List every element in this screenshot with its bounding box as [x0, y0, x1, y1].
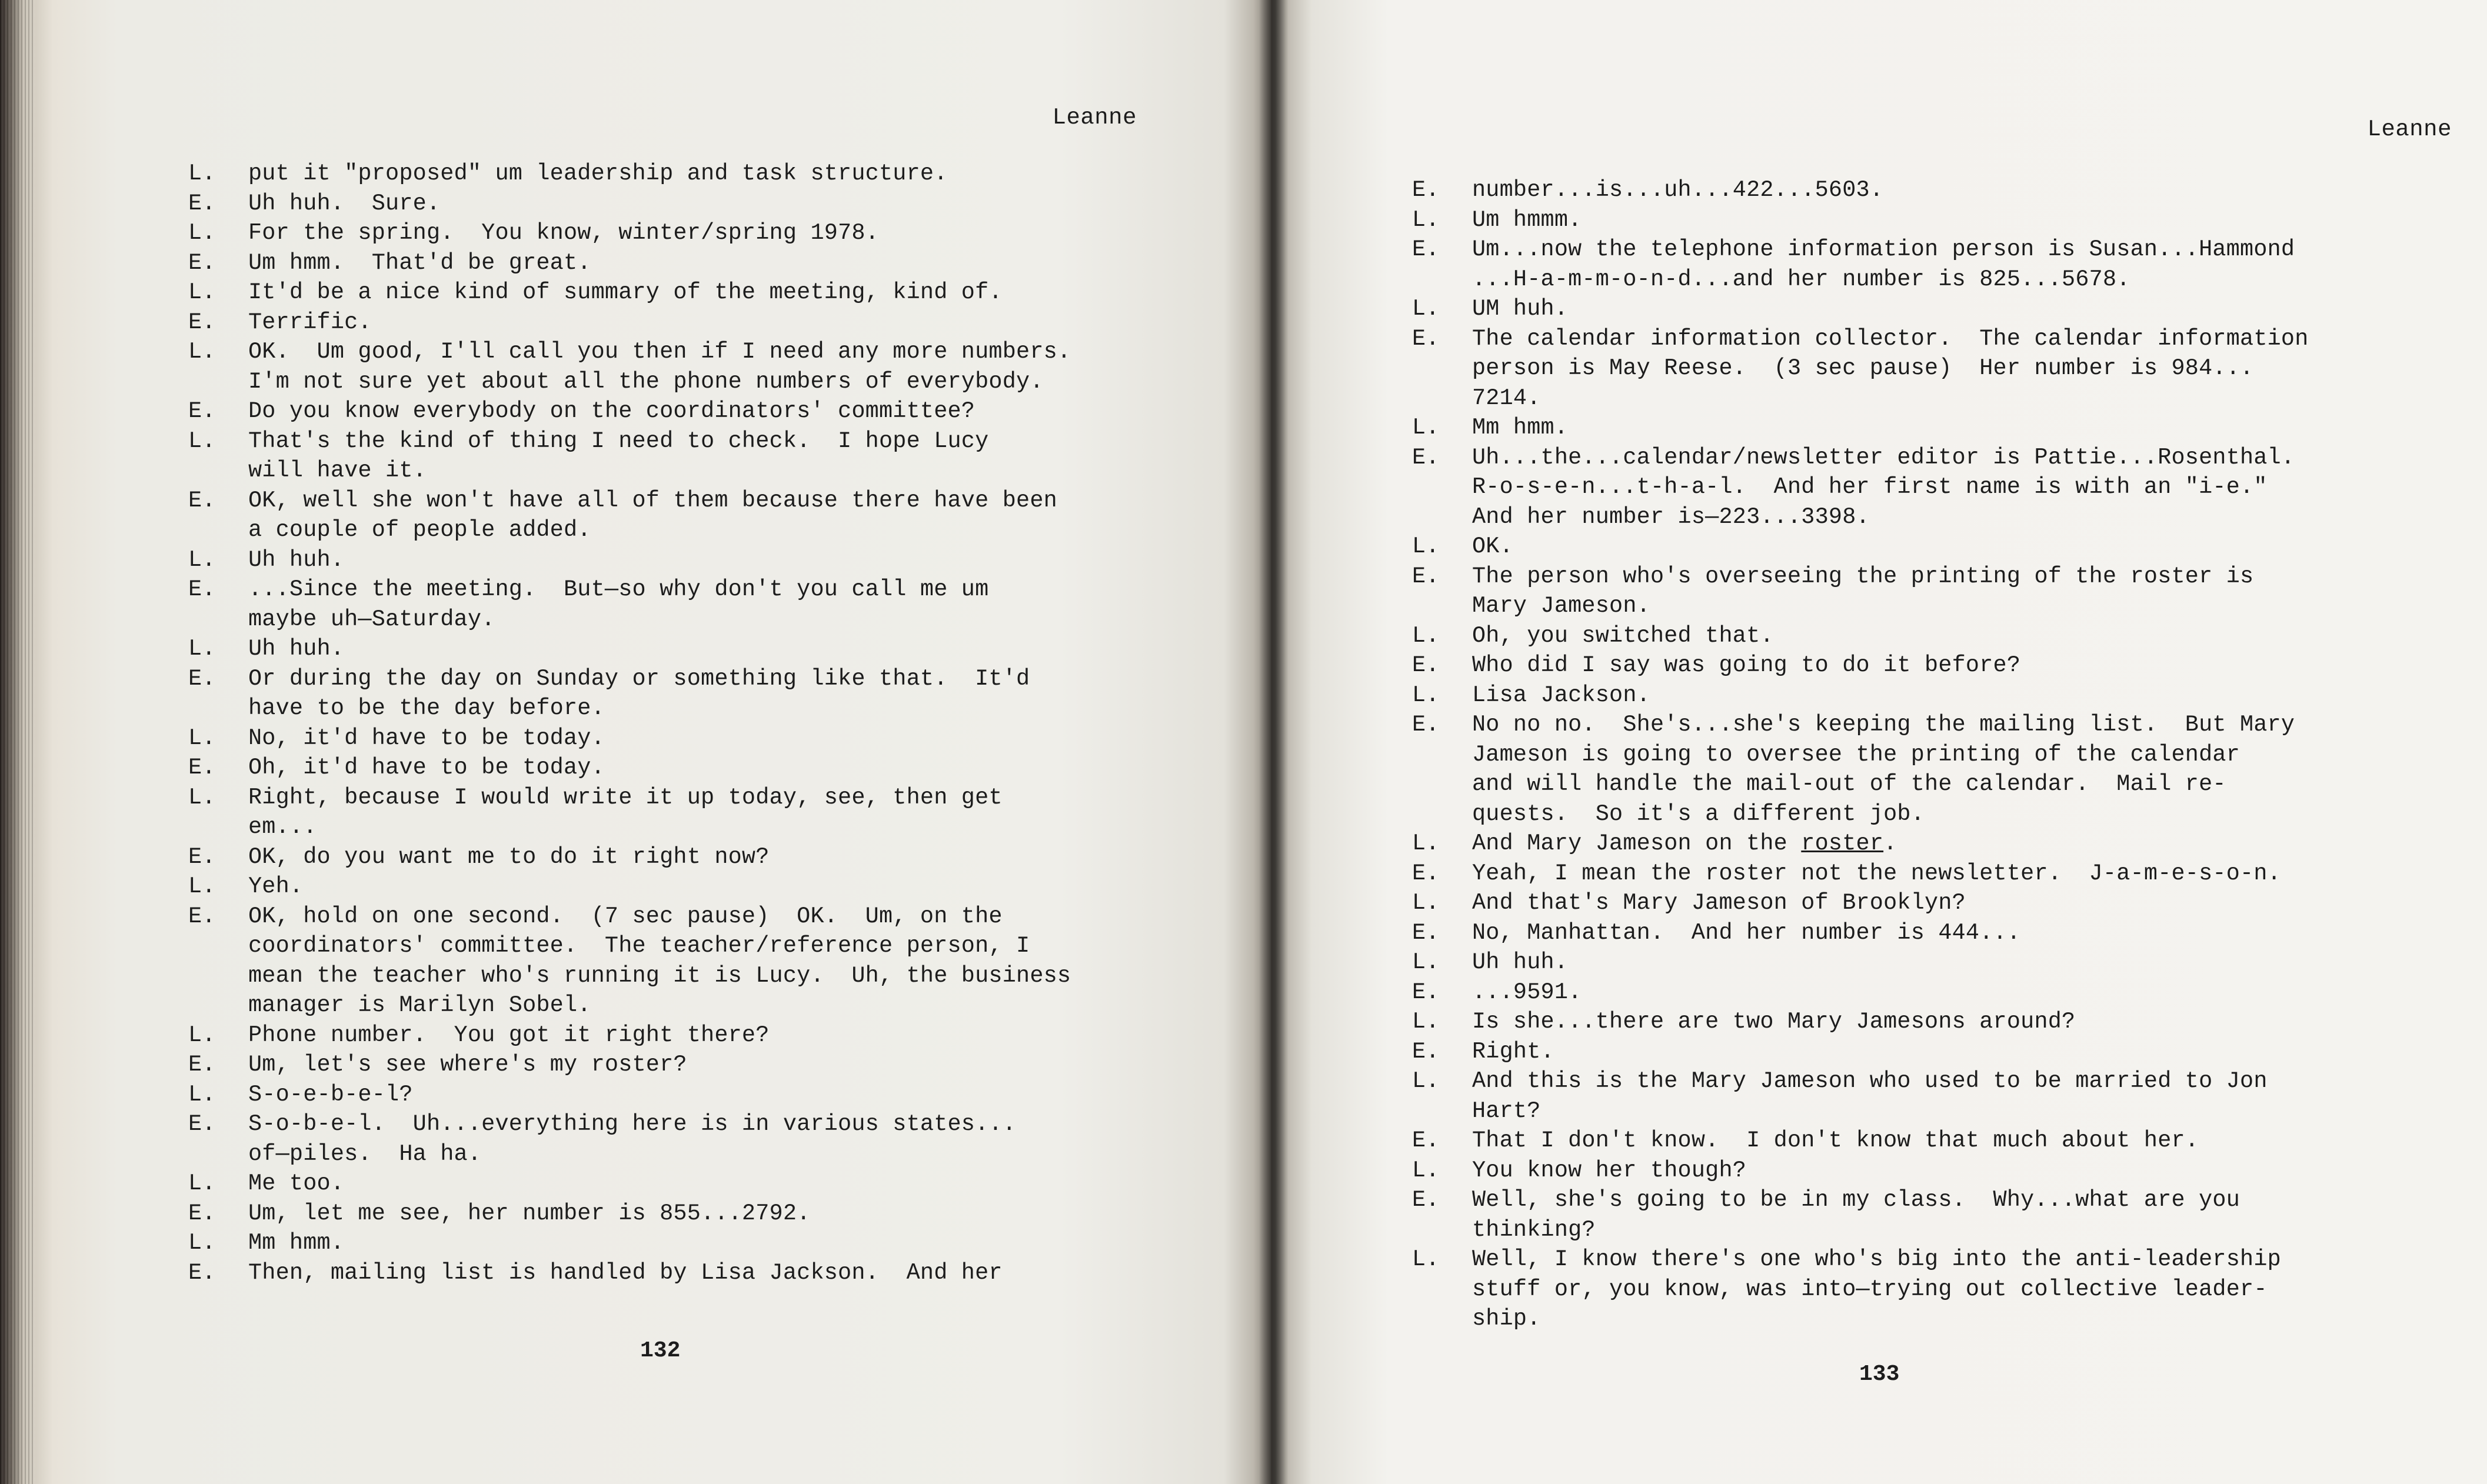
utterance-text: Uh huh. [248, 546, 345, 573]
dialogue-line [188, 723, 1177, 753]
speaker-label: E. [1412, 1038, 1440, 1065]
dialogue-line [188, 783, 1177, 842]
speaker-label: L. [188, 279, 216, 305]
running-header: Leanne [2367, 116, 2452, 142]
dialogue-line [1412, 918, 2448, 948]
dialogue-line [1412, 1007, 2448, 1037]
speaker-label: L. [1412, 1246, 1440, 1272]
utterance-text: ...9591. [1472, 979, 1582, 1005]
speaker-label: L. [188, 220, 216, 246]
dialogue-line [188, 1258, 1177, 1288]
emphasis-underline: roster [1801, 831, 1884, 856]
speaker-label: E. [188, 665, 216, 692]
utterance-text: The calendar information collector. The calendar information person is May Reese. (3 sec pause) Her number is 984... 7214. [1472, 325, 2309, 411]
dialogue-line [188, 1109, 1177, 1169]
speaker-label: L. [188, 428, 216, 454]
speaker-label: L. [188, 784, 216, 811]
dialogue-line [1412, 681, 2448, 711]
utterance-text: Uh huh. [248, 636, 345, 662]
dialogue-line [1412, 294, 2448, 324]
dialogue-line [1412, 1126, 2448, 1156]
speaker-label: E. [1412, 860, 1440, 886]
utterance-text: ...Since the meeting. But—so why don't you call me um maybe uh—Saturday. [248, 576, 989, 632]
speaker-label: E. [188, 309, 216, 335]
dialogue-line [188, 575, 1177, 634]
dialogue-line [188, 1169, 1177, 1199]
speaker-label: E. [188, 1200, 216, 1226]
transcript-dialogue [1412, 175, 2448, 1334]
page-number: 133 [1859, 1362, 1900, 1387]
speaker-label: E. [1412, 177, 1440, 203]
dialogue-line [1412, 413, 2448, 443]
utterance-text: Um...now the telephone information person is Susan...Hammond ...H-a-m-m-o-n-d...and her number is 825...5678. [1472, 236, 2295, 292]
utterance-text: OK. [1472, 533, 1513, 559]
dialogue-line [188, 842, 1177, 872]
dialogue-line [1412, 1245, 2448, 1334]
utterance-text: The person who's overseeing the printing of the roster is Mary Jameson. [1472, 563, 2254, 619]
utterance-text: Yeh. [248, 873, 304, 899]
utterance-text: Then, mailing list is handled by Lisa Jackson. And her [248, 1259, 1003, 1286]
dialogue-line [188, 1228, 1177, 1258]
utterance-text: That's the kind of thing I need to check. I hope Lucy will have it. [248, 428, 989, 483]
utterance-text: Is she...there are two Mary Jamesons around? [1472, 1009, 2076, 1035]
utterance-text: Or during the day on Sunday or something like that. It'd have to be the day before. [248, 665, 1030, 721]
speaker-label: L. [1412, 415, 1440, 441]
speaker-label: E. [1412, 325, 1440, 352]
dialogue-line [188, 902, 1177, 1021]
utterance-text: No, it'd have to be today. [248, 725, 605, 751]
dialogue-line [1412, 324, 2448, 413]
speaker-label: L. [1412, 1068, 1440, 1094]
right-page [1271, 0, 2487, 1484]
utterance-text: Um, let's see where's my roster? [248, 1052, 687, 1078]
utterance-text: number...is...uh...422...5603. [1472, 177, 1884, 203]
speaker-label: E. [188, 576, 216, 602]
speaker-label: E. [1412, 236, 1440, 262]
utterance-text: For the spring. You know, winter/spring 1978. [248, 220, 879, 246]
dialogue-line [1412, 978, 2448, 1008]
utterance-text: And that's Mary Jameson of Brooklyn? [1472, 890, 1966, 916]
speaker-label: L. [1412, 1009, 1440, 1035]
speaker-label: L. [188, 339, 216, 365]
speaker-label: L. [188, 1022, 216, 1048]
speaker-label: E. [188, 903, 216, 929]
dialogue-line [1412, 532, 2448, 562]
utterance-text: S-o-e-b-e-l? [248, 1081, 413, 1108]
utterance-text: Lisa Jackson. [1472, 682, 1650, 708]
dialogue-line [1412, 859, 2448, 889]
dialogue-line [1412, 1156, 2448, 1186]
speaker-label: E. [188, 1052, 216, 1078]
utterance-text: Uh...the...calendar/newsletter editor is Pattie...Rosenthal. R-o-s-e-n...t-h-a-l. And her first name is with an "i-e." And her number is—223...3398. [1472, 444, 2295, 530]
dialogue-line [1412, 1185, 2448, 1245]
utterance-text: Do you know everybody on the coordinators' committee? [248, 398, 976, 424]
utterance-text: Oh, it'd have to be today. [248, 755, 605, 781]
dialogue-line [188, 664, 1177, 723]
dialogue-line [188, 189, 1177, 219]
dialogue-line [188, 248, 1177, 278]
speaker-label: E. [188, 843, 216, 870]
speaker-label: E. [1412, 919, 1440, 946]
speaker-label: L. [1412, 890, 1440, 916]
speaker-label: E. [1412, 979, 1440, 1005]
dialogue-line [1412, 205, 2448, 235]
utterance-text: Um hmmm. [1472, 206, 1582, 233]
utterance-text: No, Manhattan. And her number is 444... [1472, 919, 2021, 946]
speaker-label: L. [1412, 831, 1440, 856]
dialogue-line [1412, 1066, 2448, 1126]
utterance-text: And this is the Mary Jameson who used to be married to Jon Hart? [1472, 1068, 2268, 1124]
speaker-label: L. [1412, 682, 1440, 708]
dialogue-line [1412, 621, 2448, 651]
utterance-text: Right, because I would write it up today, see, then get em... [248, 784, 1003, 840]
dialogue-line [188, 634, 1177, 664]
dialogue-line [188, 545, 1177, 575]
utterance-text: OK, do you want me to do it right now? [248, 843, 770, 870]
dialogue-line [188, 278, 1177, 308]
dialogue-line [1412, 948, 2448, 978]
utterance-text: Mm hmm. [1472, 415, 1569, 441]
utterance-text: Uh huh. [1472, 949, 1569, 975]
utterance-text: Well, she's going to be in my class. Why...what are you thinking? [1472, 1187, 2240, 1243]
dialogue-line [188, 218, 1177, 248]
speaker-label: L. [1412, 206, 1440, 233]
utterance-text: It'd be a nice kind of summary of the meeting, kind of. [248, 279, 1003, 305]
running-header: Leanne [1052, 105, 1137, 131]
speaker-label: L. [1412, 296, 1440, 322]
speaker-label: L. [188, 1081, 216, 1108]
dialogue-line [1412, 235, 2448, 294]
utterance-text: Right. [1472, 1038, 1554, 1065]
transcript-dialogue [188, 159, 1177, 1288]
utterance-text: put it "proposed" um leadership and task structure. [248, 161, 948, 186]
speaker-label: L. [188, 161, 216, 186]
dialogue-line [1412, 443, 2448, 532]
utterance-text: OK. Um good, I'll call you then if I need any more numbers. I'm not sure yet about all the phone numbers of everybody. [248, 339, 1071, 395]
speaker-label: L. [1412, 533, 1440, 559]
dialogue-line [188, 1199, 1177, 1229]
dialogue-line [188, 426, 1177, 486]
speaker-label: L. [188, 1230, 216, 1256]
speaker-label: L. [1412, 1157, 1440, 1183]
speaker-label: E. [188, 755, 216, 781]
utterance-text: No no no. She's...she's keeping the mailing list. But Mary Jameson is going to oversee the printing of the calendar and will handle the mail-out of the calendar. Mail re- quests. So it's a different job. [1472, 712, 2295, 827]
utterance-text: S-o-b-e-l. Uh...everything here is in various states... of—piles. Ha ha. [248, 1111, 1017, 1167]
utterance-text: You know her though? [1472, 1157, 1747, 1183]
utterance-text: Well, I know there's one who's big into the anti-leadership stuff or, you know, was into—trying out collective leader- ship. [1472, 1246, 2281, 1332]
dialogue-line [1412, 1037, 2448, 1067]
dialogue-line [1412, 829, 2448, 859]
dialogue-line [188, 1021, 1177, 1051]
dialogue-line [1412, 710, 2448, 829]
utterance-text: Me too. [248, 1170, 345, 1196]
utterance-text: Um, let me see, her number is 855...2792. [248, 1200, 811, 1226]
utterance-text: OK, hold on one second. (7 sec pause) OK. Um, on the coordinators' committee. The teacher/reference person, I mean the teacher who's running it is Lucy. Uh, the business manager is Marilyn Sobel. [248, 903, 1071, 1018]
speaker-label: E. [188, 249, 216, 276]
speaker-label: E. [1412, 652, 1440, 678]
dialogue-line [188, 1050, 1177, 1080]
dialogue-line [1412, 175, 2448, 205]
dialogue-line [188, 753, 1177, 783]
speaker-label: E. [1412, 563, 1440, 589]
dialogue-line [188, 872, 1177, 902]
dialogue-line [1412, 888, 2448, 918]
dialogue-line [1412, 562, 2448, 621]
speaker-label: E. [188, 1259, 216, 1286]
speaker-label: E. [1412, 712, 1440, 738]
page-number: 132 [640, 1338, 681, 1363]
speaker-label: L. [188, 636, 216, 662]
utterance-text: That I don't know. I don't know that much about her. [1472, 1128, 2199, 1153]
utterance-text: Yeah, I mean the roster not the newsletter. J-a-m-e-s-o-n. [1472, 860, 2281, 886]
utterance-text: OK, well she won't have all of them because there have been a couple of people added. [248, 487, 1057, 543]
speaker-label: E. [188, 398, 216, 424]
speaker-label: E. [188, 190, 216, 216]
utterance-text: Who did I say was going to do it before? [1472, 652, 2021, 678]
dialogue-line [188, 308, 1177, 338]
utterance-text: Uh huh. Sure. [248, 190, 441, 216]
speaker-label: L. [188, 1170, 216, 1196]
speaker-label: L. [188, 725, 216, 751]
dialogue-line [188, 337, 1177, 396]
dialogue-line [188, 396, 1177, 426]
utterance-text: And Mary Jameson on the roster. [1472, 831, 1897, 856]
dialogue-line [188, 1080, 1177, 1110]
dialogue-line [1412, 651, 2448, 681]
speaker-label: L. [1412, 949, 1440, 975]
speaker-label: E. [188, 487, 216, 513]
speaker-label: E. [1412, 444, 1440, 471]
dialogue-line [188, 159, 1177, 189]
dialogue-line [188, 486, 1177, 545]
speaker-label: L. [1412, 622, 1440, 649]
speaker-label: L. [188, 546, 216, 573]
speaker-label: L. [188, 873, 216, 899]
utterance-text: Phone number. You got it right there? [248, 1022, 770, 1048]
speaker-label: E. [1412, 1128, 1440, 1153]
utterance-text: Mm hmm. [248, 1230, 345, 1256]
utterance-text: Um hmm. That'd be great. [248, 249, 591, 276]
utterance-text: Oh, you switched that. [1472, 622, 1774, 649]
utterance-text: UM huh. [1472, 296, 1569, 322]
speaker-label: E. [1412, 1187, 1440, 1213]
utterance-text: Terrific. [248, 309, 372, 335]
speaker-label: E. [188, 1111, 216, 1137]
